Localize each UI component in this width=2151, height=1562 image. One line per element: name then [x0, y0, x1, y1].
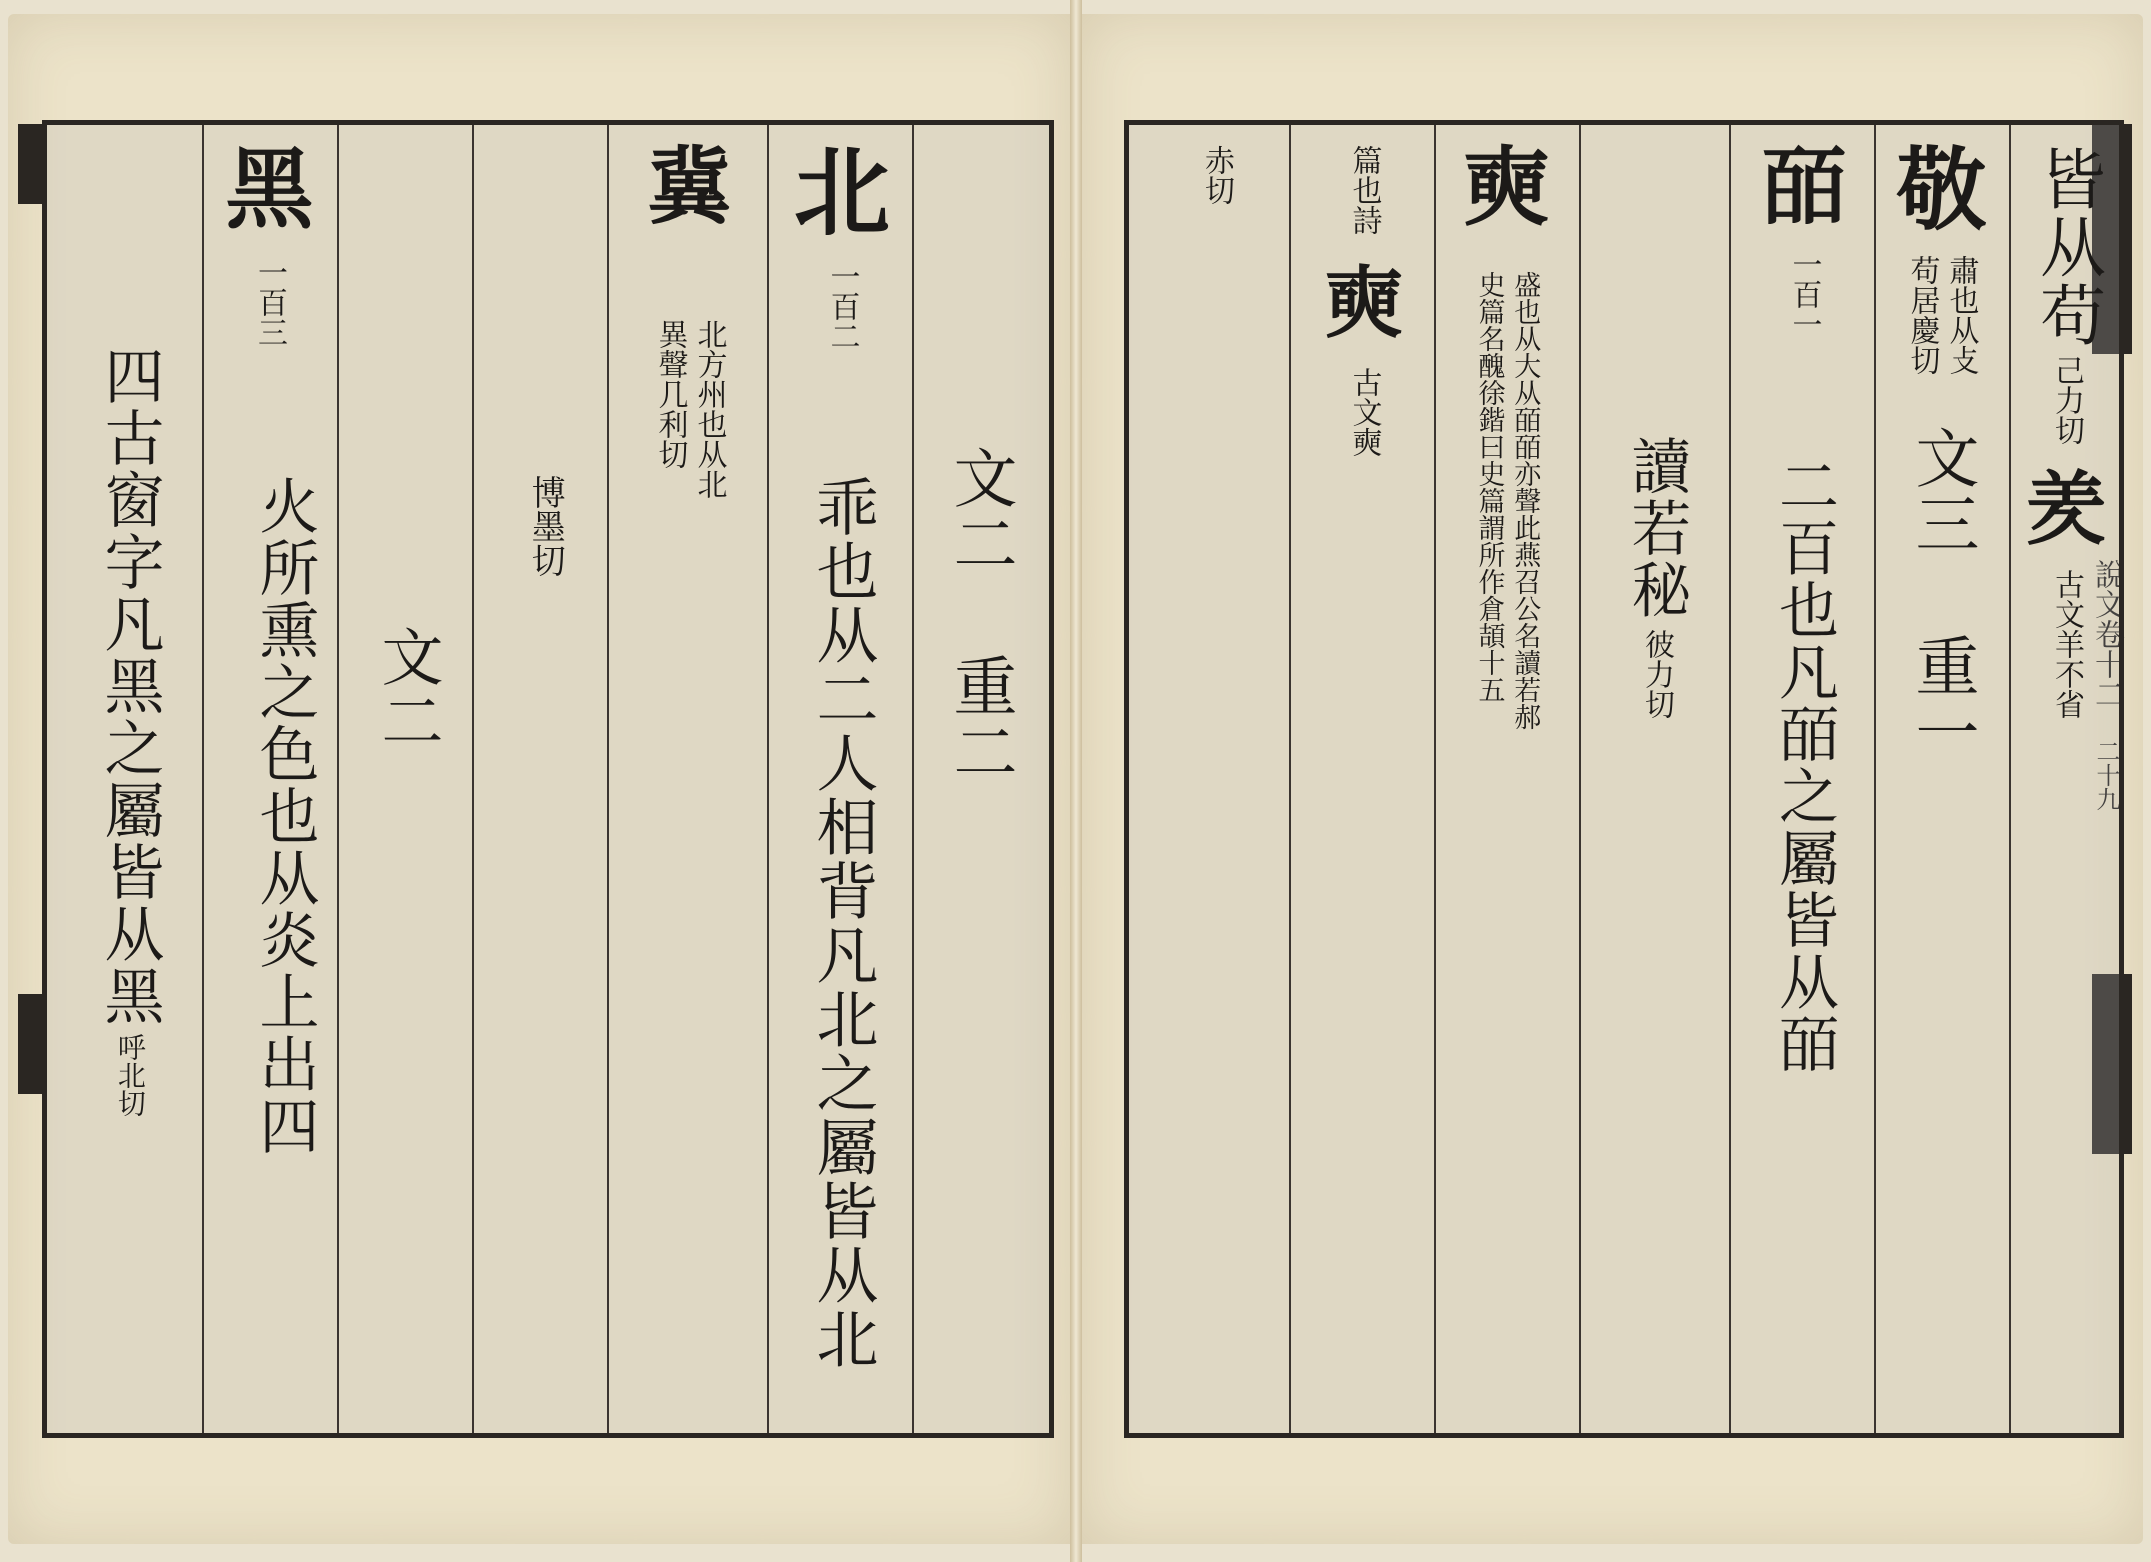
definition-hei	[237, 145, 332, 1413]
reading-text: 彼力切	[1639, 629, 1674, 719]
folio-number: 二十九	[2092, 739, 2120, 811]
column-rule	[337, 125, 339, 1433]
definition-text: 乖也从二人相背凡北之屬皆从北	[806, 475, 879, 1371]
count-note-2	[347, 145, 467, 1413]
seal-character: 冀	[647, 137, 732, 236]
gloss-line: 古文奭	[1346, 367, 1382, 457]
seal-character: 奭	[1463, 137, 1550, 238]
column-rule	[1434, 125, 1436, 1433]
column-rule	[2009, 125, 2011, 1433]
column-rule	[607, 125, 609, 1433]
definition-text: 皆从苟	[2028, 145, 2106, 349]
gloss-line: 肅也从攴	[1943, 255, 1979, 375]
gloss-line: 篇也詩	[1346, 145, 1382, 235]
definition-hei-cont	[62, 145, 197, 1413]
right-page	[1082, 14, 2143, 1544]
definition-bi	[1739, 137, 1869, 1413]
left-frame	[42, 120, 1054, 1438]
gloss-line: 北方州也从北	[691, 319, 727, 499]
reading-shi	[1149, 145, 1284, 1413]
entry-shi-ancient	[1299, 145, 1429, 1413]
gloss-line: 古文羊不省	[2049, 569, 2084, 719]
definition-text: 讀若秘	[1621, 435, 1692, 621]
radical-number: 一百二	[824, 261, 860, 351]
entry-ji	[622, 137, 757, 1413]
radical-number: 一百三	[252, 257, 287, 347]
count-text: 文二	[371, 625, 444, 753]
count-text: 文二 重二	[942, 445, 1017, 785]
reading-bi	[1589, 145, 1724, 1413]
column-rule	[1874, 125, 1876, 1433]
seal-character: 敬	[1896, 137, 1987, 243]
gloss-line: 異聲几利切	[652, 319, 688, 469]
book-gutter	[1070, 0, 1082, 1562]
reading-text: 己力切	[2049, 355, 2084, 445]
seal-character: 黑	[225, 137, 314, 241]
column-rule	[912, 125, 914, 1433]
gloss-line: 苟居慶切	[1904, 255, 1940, 375]
column-rule	[202, 125, 204, 1433]
radical-number: 一百一	[1786, 249, 1822, 339]
column-rule	[1729, 125, 1731, 1433]
count-note	[917, 145, 1042, 1413]
reading-text: 呼北切	[113, 1033, 147, 1117]
entry-jing	[1879, 137, 2004, 1413]
reading-text: 博墨切	[525, 475, 566, 577]
gloss-line: 盛也从大从皕皕亦聲此燕召公名讀若郝	[1509, 271, 1541, 730]
column-rule	[1289, 125, 1291, 1433]
column-rule	[1579, 125, 1581, 1433]
edge-mark-bottom	[18, 994, 44, 1094]
seal-character: 奭	[1324, 258, 1403, 349]
folio-title: 說文卷十二	[2089, 559, 2124, 709]
gloss-line: 史篇名醜徐鍇曰史篇謂所作倉頡十五	[1473, 271, 1505, 703]
column-rule	[472, 125, 474, 1433]
seal-character: 北	[794, 136, 890, 249]
reading-bei	[487, 145, 602, 1413]
entry-tail	[2014, 145, 2124, 1413]
definition-text: 火所熏之色也从炎上出四	[249, 475, 320, 1157]
definition-text: 二百也凡皕之屬皆从皕	[1769, 455, 1839, 1075]
seal-character: 羑	[2026, 462, 2107, 556]
definition-bei	[782, 136, 902, 1413]
definition-text: 四古窗字凡黑之屬皆从黑	[94, 345, 165, 1027]
right-frame	[1124, 120, 2124, 1438]
seal-character: 皕	[1761, 137, 1846, 236]
left-page	[8, 14, 1070, 1544]
count-text: 文三 重一	[1904, 425, 1979, 765]
edge-mark-top	[18, 124, 44, 204]
reading-text: 赤切	[1199, 145, 1234, 205]
column-rule	[767, 125, 769, 1433]
entry-shi	[1439, 137, 1574, 1413]
